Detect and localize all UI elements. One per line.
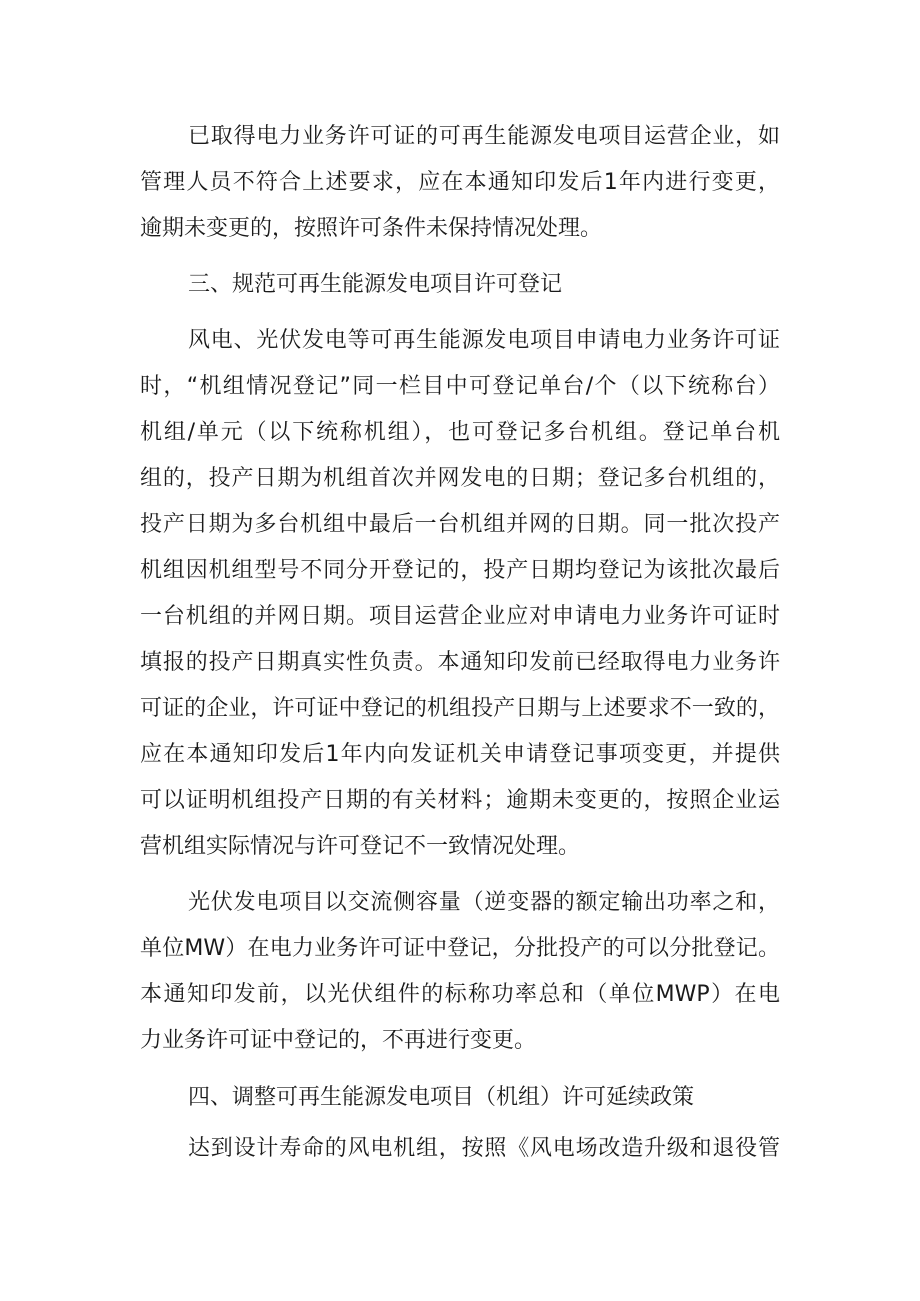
paragraph-line: 一台机组的并网日期。项目运营企业应对申请电力业务许可证时: [140, 604, 780, 629]
paragraph-line: 管理人员不符合上述要求，应在本通知印发后1年内进行变更，: [140, 170, 780, 195]
paragraph-line: 力业务许可证中登记的，不再进行变更。: [140, 1028, 537, 1053]
paragraph-line: 填报的投产日期真实性负责。本通知印发前已经取得电力业务许: [140, 650, 780, 675]
paragraph-line: 已取得电力业务许可证的可再生能源发电项目运营企业，如: [188, 124, 780, 149]
paragraph-line: 可证的企业，许可证中登记的机组投产日期与上述要求不一致的，: [140, 696, 780, 721]
paragraph-line: 时，“机组情况登记”同一栏目中可登记单台/个（以下统称台）: [140, 374, 780, 399]
paragraph-line: 达到设计寿命的风电机组，按照《风电场改造升级和退役管: [188, 1136, 780, 1161]
paragraph-line: 逾期未变更的，按照许可条件未保持情况处理。: [140, 216, 603, 241]
section-heading-3: 三、规范可再生能源发电项目许可登记: [188, 272, 563, 297]
paragraph-line: 光伏发电项目以交流侧容量（逆变器的额定输出功率之和，: [188, 890, 780, 915]
paragraph-line: 投产日期为多台机组中最后一台机组并网的日期。同一批次投产: [140, 512, 780, 537]
paragraph-line: 风电、光伏发电等可再生能源发电项目申请电力业务许可证: [188, 328, 780, 353]
section-heading-4: 四、调整可再生能源发电项目（机组）许可延续政策: [188, 1085, 695, 1110]
paragraph-line: 营机组实际情况与许可登记不一致情况处理。: [140, 834, 581, 859]
paragraph-line: 机组因机组型号不同分开登记的，投产日期均登记为该批次最后: [140, 558, 780, 583]
paragraph-line: 单位MW）在电力业务许可证中登记，分批投产的可以分批登记。: [140, 936, 780, 961]
paragraph-line: 可以证明机组投产日期的有关材料；逾期未变更的，按照企业运: [140, 788, 780, 813]
paragraph-line: 组的，投产日期为机组首次并网发电的日期；登记多台机组的，: [140, 466, 780, 491]
paragraph-line: 应在本通知印发后1年内向发证机关申请登记事项变更，并提供: [140, 742, 780, 767]
paragraph-line: 机组/单元（以下统称机组），也可登记多台机组。登记单台机: [140, 420, 780, 445]
paragraph-line: 本通知印发前，以光伏组件的标称功率总和（单位MWP）在电: [140, 982, 780, 1007]
